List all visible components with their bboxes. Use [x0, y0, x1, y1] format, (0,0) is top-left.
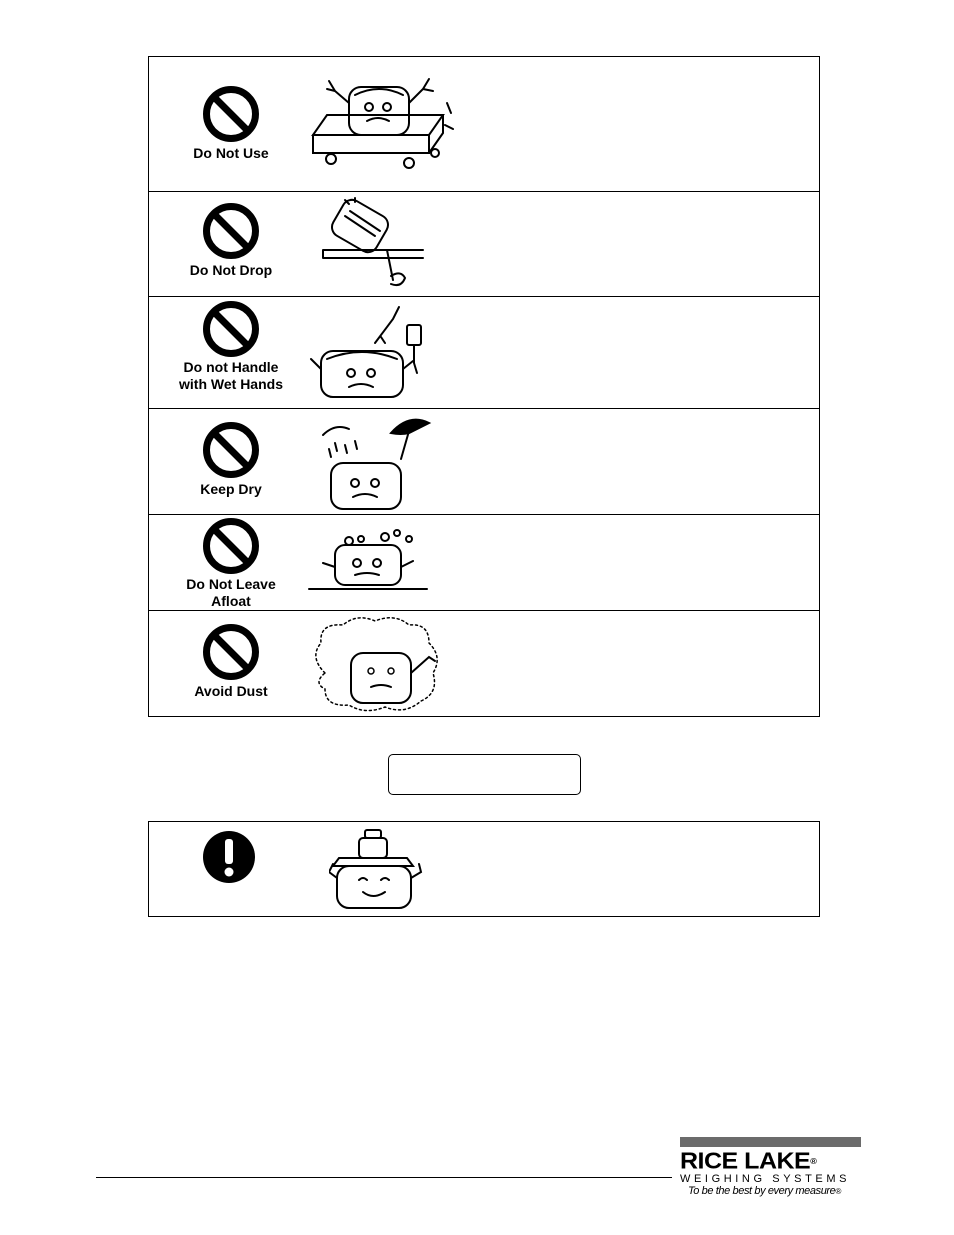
- bubbles-illustration: [305, 527, 435, 602]
- prohibition-icon: [202, 517, 260, 575]
- prohibition-symbol: [171, 421, 291, 498]
- scale-on-cart-illustration: [305, 73, 455, 183]
- warning-label: Do Not Use: [193, 145, 269, 161]
- prohibition-symbol: [171, 202, 291, 279]
- rice-lake-logo: [680, 1137, 866, 1198]
- warning-row-keep-dry: [149, 409, 819, 515]
- warning-label-line-2: with Wet Hands: [179, 376, 283, 392]
- prohibition-symbol: [171, 300, 291, 393]
- warning-label-line-1: Do not Handle: [183, 359, 279, 375]
- scale-with-weight-illustration: [329, 828, 429, 919]
- prohibition-symbol: [171, 623, 291, 700]
- prohibition-symbol: [171, 517, 291, 610]
- caution-symbol: [202, 830, 256, 889]
- registered-mark: ®: [810, 1156, 817, 1166]
- prohibition-icon: [202, 623, 260, 681]
- warning-row-do-not-leave-afloat: [149, 515, 819, 611]
- exclamation-icon: [202, 830, 256, 884]
- rain-umbrella-illustration: [305, 413, 435, 518]
- warning-row-do-not-drop: [149, 192, 819, 297]
- notice-heading-box: [388, 754, 581, 795]
- prohibition-icon: [202, 421, 260, 479]
- warning-row-wet-hands: [149, 297, 819, 409]
- warning-label: Avoid Dust: [194, 683, 268, 699]
- logo-name: RICE LAKE: [680, 1148, 811, 1174]
- warning-row-avoid-dust: [149, 611, 819, 716]
- prohibition-symbol: [171, 85, 291, 162]
- prohibition-icon: [202, 85, 260, 143]
- warnings-table: [148, 56, 820, 717]
- prohibition-icon: [202, 300, 260, 358]
- warning-row-do-not-use: [149, 57, 819, 192]
- logo-bar: [680, 1137, 861, 1147]
- wet-hands-illustration: [305, 303, 435, 408]
- caution-table: [148, 821, 820, 917]
- warning-label: Keep Dry: [200, 481, 262, 497]
- warning-label-line-1: Do Not Leave: [186, 576, 276, 592]
- tagline-registered-mark: ®: [835, 1187, 841, 1196]
- warning-label-line-2: Afloat: [211, 593, 251, 609]
- footer-rule: [96, 1177, 672, 1178]
- dust-cloud-illustration: [305, 613, 455, 720]
- prohibition-icon: [202, 202, 260, 260]
- logo-tagline: To be the best by every measure: [688, 1185, 836, 1197]
- logo-subtitle: WEIGHING SYSTEMS: [680, 1173, 851, 1185]
- warning-label: Do Not Drop: [189, 262, 273, 278]
- scale-falling-illustration: [305, 196, 425, 299]
